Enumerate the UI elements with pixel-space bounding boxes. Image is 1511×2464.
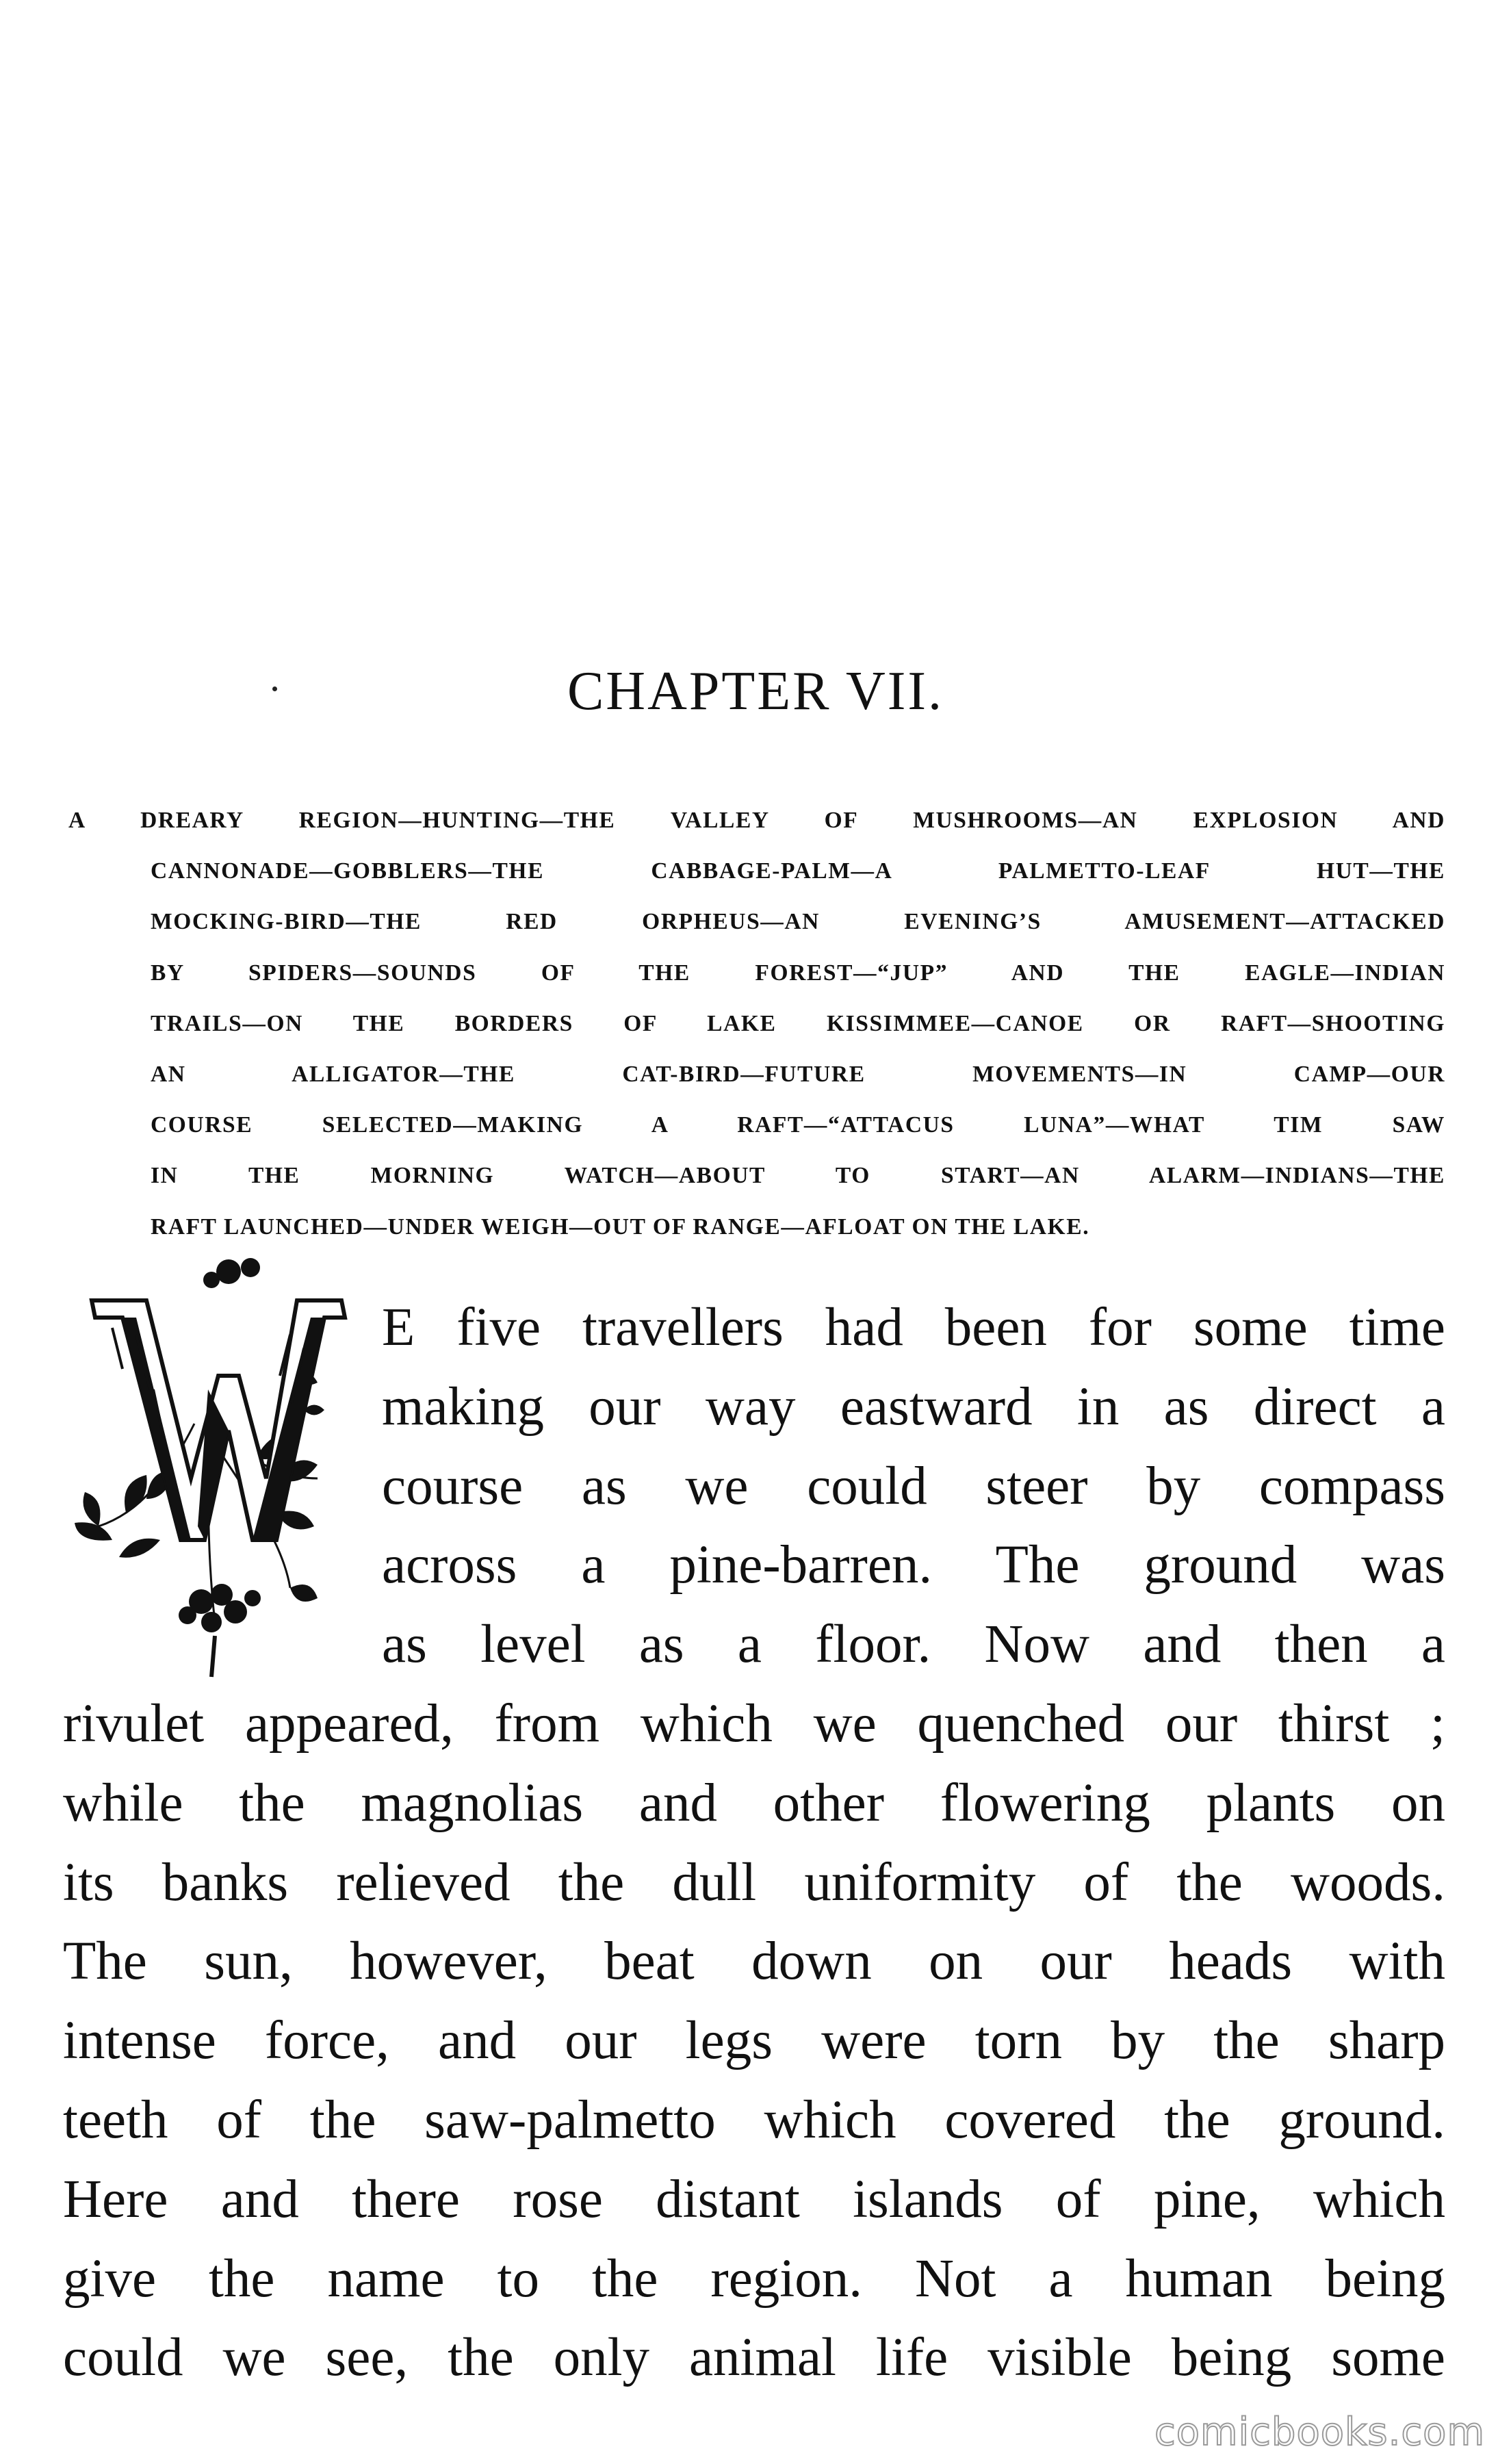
body-line: rivulet appeared, from which we quenched our thirst ;: [63, 1693, 1445, 1754]
body-line: across a pine-barren. The ground was: [382, 1535, 1445, 1595]
synopsis-line: RAFT LAUNCHED—UNDER WEIGH—OUT OF RANGE—AFLOAT ON THE LAKE.: [151, 1214, 1090, 1240]
synopsis-line: BY SPIDERS—SOUNDS OF THE FOREST—“JUP” AND THE EAGLE—INDIAN: [151, 960, 1445, 986]
synopsis-line: IN THE MORNING WATCH—ABOUT TO START—AN ALARM—INDIANS—THE: [151, 1163, 1445, 1189]
watermark: comicbooks.com: [1154, 2410, 1485, 2454]
drop-cap-letter-text: W: [71, 1242, 83, 1255]
body-line: could we see, the only animal life visible being some: [63, 2328, 1445, 2388]
synopsis-line: MOCKING-BIRD—THE RED ORPHEUS—AN EVENING’S AMUSEMENT—ATTACKED: [151, 909, 1445, 935]
synopsis-line: COURSE SELECTED—MAKING A RAFT—“ATTACUS LUNA”—WHAT TIM SAW: [151, 1112, 1445, 1138]
synopsis-line: TRAILS—ON THE BORDERS OF LAKE KISSIMMEE—CANOE OR RAFT—SHOOTING: [151, 1010, 1445, 1036]
body-line: give the name to the region. Not a human being: [63, 2248, 1445, 2309]
body-line: intense force, and our legs were torn by the sharp: [63, 2011, 1445, 2071]
body-line: as level as a floor. Now and then a: [382, 1615, 1445, 1675]
chapter-heading: CHAPTER VII.: [567, 661, 944, 721]
body-line: its banks relieved the dull uniformity of the woods.: [63, 1852, 1445, 1912]
chapter-synopsis: [68, 795, 1445, 1253]
body-line: The sun, however, beat down on our heads with: [63, 1932, 1445, 1992]
synopsis-line: CANNONADE—GOBBLERS—THE CABBAGE-PALM—A PALMETTO-LEAF HUT—THE: [151, 858, 1445, 884]
body-line: teeth of the saw-palmetto which covered the ground.: [63, 2090, 1445, 2150]
body-line: course as we could steer by compass: [382, 1456, 1445, 1516]
synopsis-line: AN ALLIGATOR—THE CAT-BIRD—FUTURE MOVEMENTS—IN CAMP—OUR: [151, 1061, 1445, 1087]
body-line: E five travellers had been for some time: [382, 1298, 1445, 1357]
synopsis-line: A DREARY REGION—HUNTING—THE VALLEY OF MUSHROOMS—AN EXPLOSION AND: [68, 808, 1445, 833]
body-line: making our way eastward in as direct a: [382, 1376, 1445, 1437]
body-line: Here and there rose distant islands of pine, which: [63, 2169, 1445, 2229]
body-line: while the magnolias and other flowering plants on: [63, 1773, 1445, 1833]
body-paragraph: [63, 1288, 1445, 2398]
